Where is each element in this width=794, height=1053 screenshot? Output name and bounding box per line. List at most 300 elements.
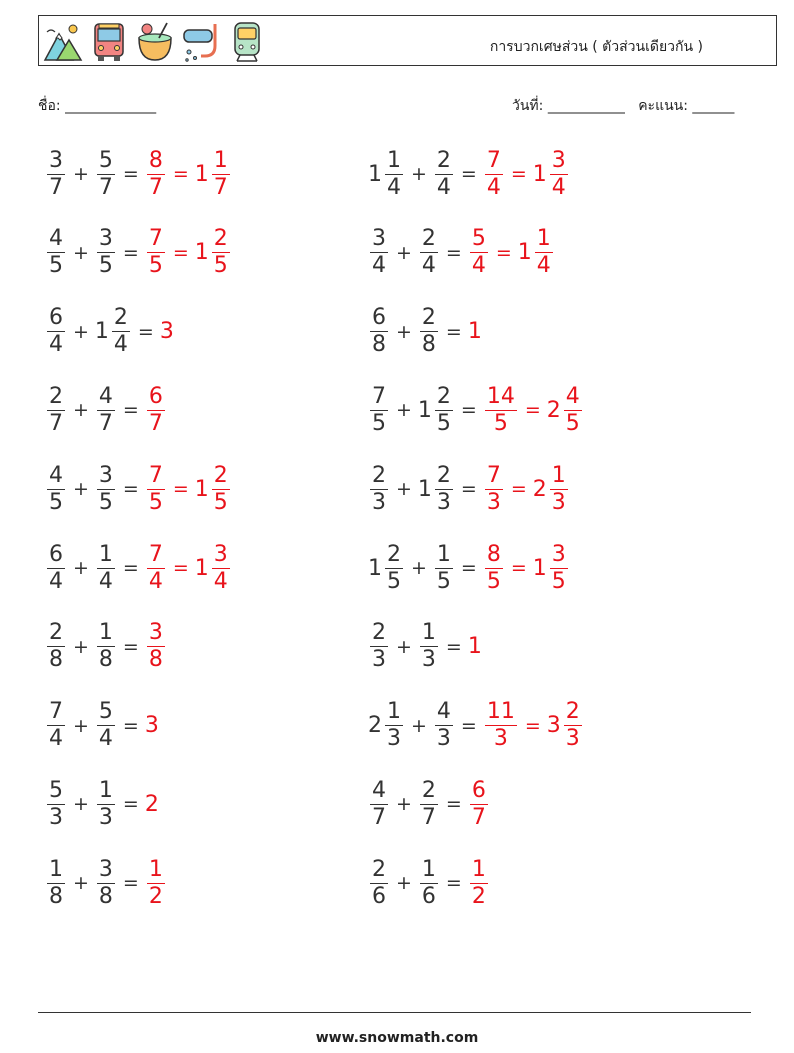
denominator: 4 [49, 726, 63, 752]
fraction [97, 701, 115, 750]
numerator: 2 [213, 226, 228, 252]
denominator: 7 [98, 410, 113, 436]
whole-part: 1 [517, 240, 532, 266]
fraction [212, 541, 230, 594]
mixed-number [95, 701, 117, 750]
numerator: 2 [372, 856, 386, 882]
equals-sign: = [445, 241, 462, 264]
fraction [97, 622, 115, 671]
fraction [485, 147, 503, 200]
whole-part: 1 [417, 476, 432, 502]
mixed-number [145, 383, 167, 436]
denominator: 8 [421, 332, 436, 358]
fraction [147, 462, 165, 515]
equals-sign: = [445, 793, 462, 816]
mixed-number [95, 777, 117, 830]
fraction [212, 462, 230, 515]
numerator: 2 [421, 226, 436, 252]
denominator: 3 [372, 489, 386, 515]
mixed-number [468, 228, 490, 277]
equals-sign: = [460, 478, 477, 501]
mixed-number [145, 147, 167, 200]
numerator: 2 [49, 620, 63, 646]
denominator: 5 [436, 410, 451, 436]
numerator: 1 [471, 856, 486, 882]
equals-sign: = [172, 478, 189, 501]
score-field-label: คะแนน: ______ [638, 98, 735, 114]
problem-L10 [45, 848, 167, 918]
mixed-number [547, 701, 584, 750]
fraction [370, 228, 388, 277]
answer-part [145, 228, 167, 277]
numerator: 2 [213, 462, 228, 488]
equals-sign: = [122, 241, 139, 264]
mixed-number [368, 383, 390, 436]
equals-sign: = [445, 872, 462, 895]
problem-R6 [368, 533, 570, 603]
mixed-number [468, 856, 490, 909]
fraction [47, 622, 65, 671]
mixed-number [368, 777, 390, 830]
numerator: 5 [471, 226, 486, 252]
plus-sign: + [73, 478, 89, 501]
denominator: 4 [98, 726, 113, 752]
mixed-number [368, 147, 405, 200]
equals-sign: = [510, 478, 527, 501]
numerator: 3 [98, 226, 113, 252]
answer-part [145, 383, 167, 436]
problem-L4 [45, 375, 167, 445]
numerator: 7 [372, 383, 386, 409]
fraction [470, 228, 488, 277]
fraction [147, 856, 165, 909]
footer-divider [38, 1012, 751, 1013]
plus-sign: + [73, 714, 89, 737]
fraction [97, 383, 115, 436]
whole-part: 1 [467, 634, 482, 660]
whole-part: 3 [546, 713, 561, 739]
worksheet-title: การบวกเศษส่วน ( ตัวส่วนเดียวกัน ) [489, 39, 703, 55]
denominator: 4 [98, 568, 113, 594]
mixed-number [95, 228, 117, 277]
mixed-number [194, 541, 232, 594]
numerator: 2 [436, 383, 451, 409]
equals-sign: = [122, 163, 139, 185]
numerator: 1 [551, 462, 566, 488]
denominator: 5 [372, 410, 386, 436]
problem-R7 [368, 612, 482, 682]
denominator: 7 [213, 174, 228, 200]
numerator: 7 [486, 147, 501, 173]
fraction [435, 147, 453, 200]
answer-part [468, 319, 482, 344]
fraction [485, 383, 517, 436]
answer-part [160, 319, 174, 344]
problem-R9 [368, 769, 490, 839]
equals-sign: = [510, 163, 527, 185]
plus-sign: + [73, 635, 89, 658]
mixed-number [368, 307, 390, 356]
answer-part [468, 228, 490, 277]
date-score-labels [512, 95, 734, 117]
mixed-number [45, 383, 67, 436]
numerator: 6 [471, 777, 486, 803]
numerator: 4 [49, 462, 63, 488]
problem-R1 [368, 139, 570, 209]
whole-part: 2 [546, 397, 561, 423]
mixed-number [468, 777, 490, 830]
numerator: 4 [565, 383, 580, 409]
fraction [385, 147, 403, 200]
mixed-number [145, 713, 159, 738]
fraction [535, 228, 553, 277]
numerator: 6 [148, 383, 163, 409]
denominator: 5 [148, 253, 163, 279]
answer-part [519, 701, 584, 750]
header-box [38, 15, 777, 66]
whole-part: 1 [94, 319, 109, 345]
numerator: 7 [148, 541, 163, 567]
mixed-number [45, 307, 67, 356]
denominator: 2 [148, 883, 163, 909]
mixed-number [483, 701, 519, 750]
answer-part [167, 541, 232, 594]
fraction [370, 622, 388, 671]
numerator: 1 [421, 856, 436, 882]
mixed-number [368, 541, 405, 594]
equals-sign: = [460, 163, 477, 185]
fraction [485, 701, 517, 750]
denominator: 8 [49, 647, 63, 673]
fraction [47, 462, 65, 515]
numerator: 7 [49, 699, 63, 725]
problem-L6 [45, 533, 232, 603]
mixed-number [418, 228, 440, 277]
equals-sign: = [510, 557, 527, 579]
mixed-number [532, 541, 570, 594]
fraction [370, 777, 388, 830]
denominator: 6 [372, 883, 386, 909]
mixed-number [45, 462, 67, 515]
mixed-number [45, 622, 67, 671]
denominator: 3 [372, 647, 386, 673]
numerator: 8 [148, 147, 163, 173]
equals-sign: = [122, 478, 139, 501]
denominator: 4 [471, 253, 486, 279]
fraction [435, 701, 453, 750]
mixed-number [483, 383, 519, 436]
fraction [212, 228, 230, 277]
denominator: 7 [148, 174, 163, 200]
fraction [420, 856, 438, 909]
mixed-number [483, 541, 505, 594]
numerator: 3 [148, 620, 163, 646]
mixed-number [45, 701, 67, 750]
mixed-number [95, 462, 117, 515]
numerator: 2 [113, 305, 128, 331]
mixed-number [45, 147, 67, 200]
answer-part [468, 856, 490, 909]
fraction [420, 777, 438, 830]
numerator: 5 [98, 147, 113, 173]
numerator: 2 [421, 777, 436, 803]
answer-part [505, 541, 570, 594]
answer-part [483, 383, 519, 436]
denominator: 5 [148, 489, 163, 515]
denominator: 3 [493, 726, 508, 752]
problem-R10 [368, 848, 490, 918]
problem-L9 [45, 769, 159, 839]
numerator: 1 [148, 856, 163, 882]
answer-part [468, 634, 482, 659]
mixed-number [532, 147, 570, 200]
denominator: 3 [387, 726, 401, 752]
numerator: 2 [387, 541, 401, 567]
answer-part [167, 462, 232, 515]
fraction [47, 856, 65, 909]
plus-sign: + [73, 793, 89, 816]
numerator: 11 [486, 699, 515, 725]
answer-part [483, 541, 505, 594]
mixed-number [145, 622, 167, 671]
whole-part: 3 [159, 319, 174, 345]
numerator: 3 [372, 226, 386, 252]
numerator: 6 [372, 305, 386, 331]
numerator: 3 [98, 462, 113, 488]
plus-sign: + [73, 320, 89, 343]
numerator: 1 [98, 620, 113, 646]
answer-part [145, 541, 167, 594]
mixed-number [468, 634, 482, 659]
answer-part [167, 147, 232, 200]
answer-part [167, 228, 232, 277]
answer-part [145, 792, 159, 817]
fraction [112, 307, 130, 356]
fraction [147, 147, 165, 200]
denominator: 7 [471, 804, 486, 830]
denominator: 4 [536, 253, 551, 279]
fraction [97, 147, 115, 200]
fraction [485, 462, 503, 515]
problem-L1 [45, 139, 232, 209]
header-icons [43, 20, 267, 64]
fraction [97, 228, 115, 277]
fraction [47, 777, 65, 830]
equals-sign: = [460, 557, 477, 579]
problem-L8 [45, 691, 159, 761]
mixed-number [368, 228, 390, 277]
plus-sign: + [411, 557, 427, 579]
numerator: 3 [551, 147, 566, 173]
mixed-number [418, 777, 440, 830]
denominator: 4 [113, 332, 128, 358]
numerator: 2 [421, 305, 436, 331]
fraction [420, 228, 438, 277]
mixed-number [468, 319, 482, 344]
denominator: 5 [486, 568, 501, 594]
fraction [147, 228, 165, 277]
numerator: 14 [486, 383, 515, 409]
fraction [470, 856, 488, 909]
equals-sign: = [122, 872, 139, 895]
mixed-number [145, 541, 167, 594]
numerator: 1 [387, 147, 401, 173]
numerator: 2 [436, 462, 451, 488]
numerator: 3 [49, 147, 63, 173]
mixed-number [368, 622, 390, 671]
problem-L5 [45, 454, 232, 524]
numerator: 3 [213, 541, 228, 567]
numerator: 2 [565, 699, 580, 725]
denominator: 5 [98, 489, 113, 515]
fraction [370, 307, 388, 356]
mixed-number [368, 701, 405, 750]
numerator: 4 [372, 777, 386, 803]
denominator: 7 [148, 410, 163, 436]
whole-part: 1 [368, 161, 382, 187]
mixed-number [433, 701, 455, 750]
numerator: 1 [98, 777, 113, 803]
plus-sign: + [73, 872, 89, 895]
fraction [97, 856, 115, 909]
numerator: 1 [436, 541, 451, 567]
fraction [550, 462, 568, 515]
denominator: 8 [148, 647, 163, 673]
mixed-number [483, 462, 505, 515]
fraction [564, 383, 582, 436]
train-icon [227, 20, 267, 64]
denominator: 3 [49, 804, 63, 830]
numerator: 7 [148, 462, 163, 488]
mixed-number [160, 319, 174, 344]
mixed-number [45, 856, 67, 909]
denominator: 5 [436, 568, 451, 594]
numerator: 4 [98, 383, 113, 409]
equals-sign: = [524, 399, 541, 422]
mixed-number [417, 383, 455, 436]
whole-part: 2 [368, 713, 382, 739]
numerator: 3 [98, 856, 113, 882]
mixed-number [95, 383, 117, 436]
numerator: 4 [436, 699, 451, 725]
plus-sign: + [396, 478, 412, 501]
denominator: 3 [565, 726, 580, 752]
problem-R5 [368, 454, 570, 524]
numerator: 1 [213, 147, 228, 173]
mixed-number [145, 792, 159, 817]
denominator: 5 [565, 410, 580, 436]
denominator: 7 [372, 804, 386, 830]
equals-sign: = [445, 635, 462, 658]
equals-sign: = [137, 320, 154, 343]
mixed-number [518, 228, 555, 277]
mixed-number [433, 541, 455, 594]
snorkel-mask-icon [181, 20, 221, 64]
fraction [485, 541, 503, 594]
whole-part: 1 [532, 555, 547, 581]
fraction [47, 228, 65, 277]
plus-sign: + [396, 320, 412, 343]
answer-part [505, 147, 570, 200]
mixed-number [418, 622, 440, 671]
whole-part: 1 [467, 319, 482, 345]
denominator: 4 [551, 174, 566, 200]
fraction [47, 701, 65, 750]
whole-part: 2 [532, 476, 547, 502]
fraction [550, 541, 568, 594]
equals-sign: = [122, 557, 139, 579]
fraction [47, 147, 65, 200]
whole-part: 1 [194, 161, 209, 187]
equals-sign: = [172, 241, 189, 264]
plus-sign: + [73, 241, 89, 264]
mixed-number [95, 622, 117, 671]
denominator: 8 [372, 332, 386, 358]
whole-part: 1 [194, 240, 209, 266]
denominator: 4 [372, 253, 386, 279]
equals-sign: = [122, 793, 139, 816]
mixed-number [368, 856, 390, 909]
denominator: 5 [49, 253, 63, 279]
whole-part: 1 [368, 555, 382, 581]
fraction [470, 777, 488, 830]
bus-icon [89, 20, 129, 64]
mixed-number [194, 462, 232, 515]
mixed-number [418, 856, 440, 909]
denominator: 7 [49, 174, 63, 200]
denominator: 5 [493, 410, 508, 436]
answer-part [483, 462, 505, 515]
mixed-number [418, 307, 440, 356]
denominator: 6 [421, 883, 436, 909]
problem-R8 [368, 691, 584, 761]
fraction [370, 383, 388, 436]
fraction [385, 701, 403, 750]
fraction [435, 541, 453, 594]
mixed-number [145, 856, 167, 909]
denominator: 4 [213, 568, 228, 594]
mixed-number [417, 462, 455, 515]
denominator: 3 [436, 489, 451, 515]
numerator: 1 [536, 226, 551, 252]
denominator: 4 [387, 174, 401, 200]
date-field-label: วันที่: ___________ [512, 98, 625, 114]
denominator: 8 [98, 883, 113, 909]
name-field-label: ชื่อ: _____________ [38, 98, 157, 114]
denominator: 4 [486, 174, 501, 200]
numerator: 1 [49, 856, 63, 882]
plus-sign: + [396, 872, 412, 895]
whole-part: 2 [144, 791, 159, 817]
denominator: 4 [49, 332, 63, 358]
answer-part [145, 713, 159, 738]
numerator: 1 [421, 620, 436, 646]
mixed-number [95, 307, 132, 356]
mixed-number [483, 147, 505, 200]
fraction [420, 307, 438, 356]
equals-sign: = [495, 241, 512, 264]
fraction [550, 147, 568, 200]
answer-part [519, 383, 584, 436]
mixed-number [368, 462, 390, 515]
numerator: 4 [49, 226, 63, 252]
equals-sign: = [172, 557, 189, 579]
problem-L2 [45, 218, 232, 288]
numerator: 2 [49, 383, 63, 409]
denominator: 4 [49, 568, 63, 594]
denominator: 2 [471, 883, 486, 909]
mixed-number [546, 383, 584, 436]
